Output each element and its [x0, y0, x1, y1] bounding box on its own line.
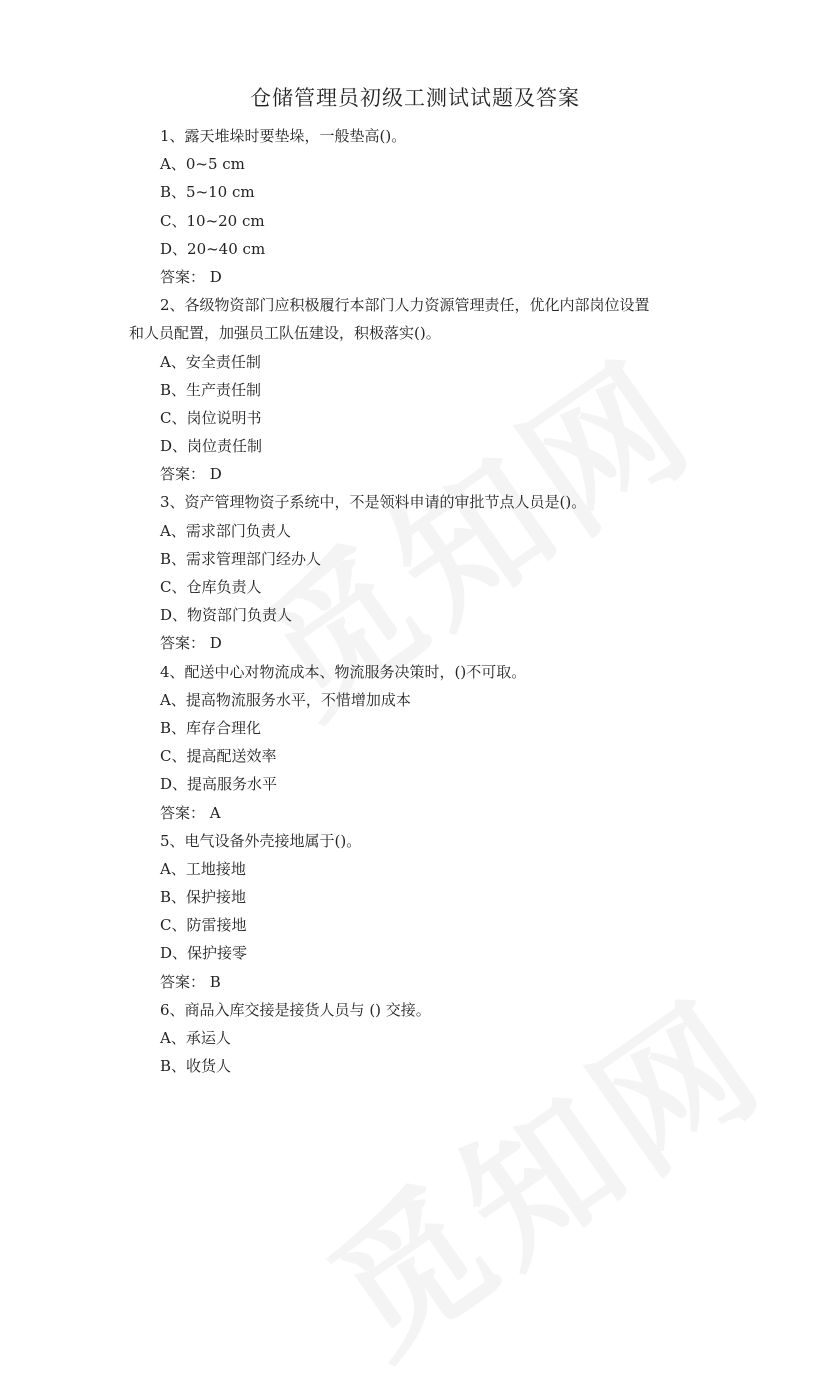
option-a: A、安全责任制: [160, 352, 261, 371]
option-d: D、20~40 cm: [160, 239, 266, 258]
option-b: B、保护接地: [160, 888, 247, 907]
answer-line: [160, 263, 720, 291]
option-d: D、保护接零: [160, 944, 248, 963]
option-b: B、收货人: [160, 1057, 232, 1076]
option-a: A、工地接地: [160, 859, 246, 878]
answer-line: [160, 629, 720, 657]
option-d: D、岗位责任制: [160, 437, 263, 456]
question-6: [160, 996, 720, 1081]
option-a: A、0~5 cm: [160, 155, 245, 174]
option-b: B、库存合理化: [160, 718, 262, 737]
answer-label: 答案：: [160, 267, 206, 286]
question-stem: 1、露天堆垛时要垫垛，一般垫高()。: [160, 127, 407, 145]
question-stem: 2、各级物资部门应积极履行本部门人力资源管理责任，优化内部岗位设置: [160, 296, 650, 315]
question-list: [129, 122, 720, 1080]
option-c: C、岗位说明书: [160, 408, 262, 427]
answer-line: [160, 968, 720, 996]
answer-line: [160, 460, 720, 488]
question-1: [160, 122, 720, 291]
question-stem: 4、配送中心对物流成本、物流服务决策时，()不可取。: [160, 662, 527, 681]
option-b: B、生产责任制: [160, 380, 262, 399]
answer-value: D: [209, 634, 222, 653]
option-a: A、提高物流服务水平，不惜增加成本: [160, 690, 411, 709]
option-b: B、需求管理部门经办人: [160, 549, 322, 568]
answer-label: 答案：: [160, 803, 206, 822]
answer-value: D: [209, 465, 222, 484]
question-5: [160, 827, 720, 996]
question-4: [160, 658, 720, 827]
option-c: C、仓库负责人: [160, 578, 262, 596]
question-3: [160, 488, 720, 657]
option-c: C、10~20 cm: [160, 211, 265, 230]
option-c: C、提高配送效率: [160, 747, 277, 766]
question-stem: 6、商品入库交接是接货人员与 () 交接。: [160, 1000, 431, 1019]
option-a: A、承运人: [160, 1029, 231, 1047]
answer-label: 答案：: [160, 634, 206, 653]
option-d: D、物资部门负责人: [160, 606, 293, 625]
question-stem-continued: 和人员配置，加强员工队伍建设，积极落实()。: [129, 324, 441, 343]
answer-label: 答案：: [160, 972, 206, 991]
question-stem: 5、电气设备外壳接地属于()。: [160, 831, 362, 850]
option-a: A、需求部门负责人: [160, 521, 291, 540]
question-2: [129, 291, 720, 488]
answer-value: D: [209, 267, 222, 286]
question-stem: 3、资产管理物资子系统中，不是领料申请的审批节点人员是()。: [160, 493, 587, 512]
answer-value: A: [209, 803, 221, 822]
option-d: D、提高服务水平: [160, 775, 278, 794]
answer-label: 答案：: [160, 465, 206, 484]
answer-value: B: [209, 972, 221, 991]
option-b: B、5~10 cm: [160, 183, 255, 202]
option-c: C、防雷接地: [160, 916, 247, 935]
page-title: 仓储管理员初级工测试试题及答案: [250, 86, 580, 110]
answer-line: [160, 799, 720, 827]
